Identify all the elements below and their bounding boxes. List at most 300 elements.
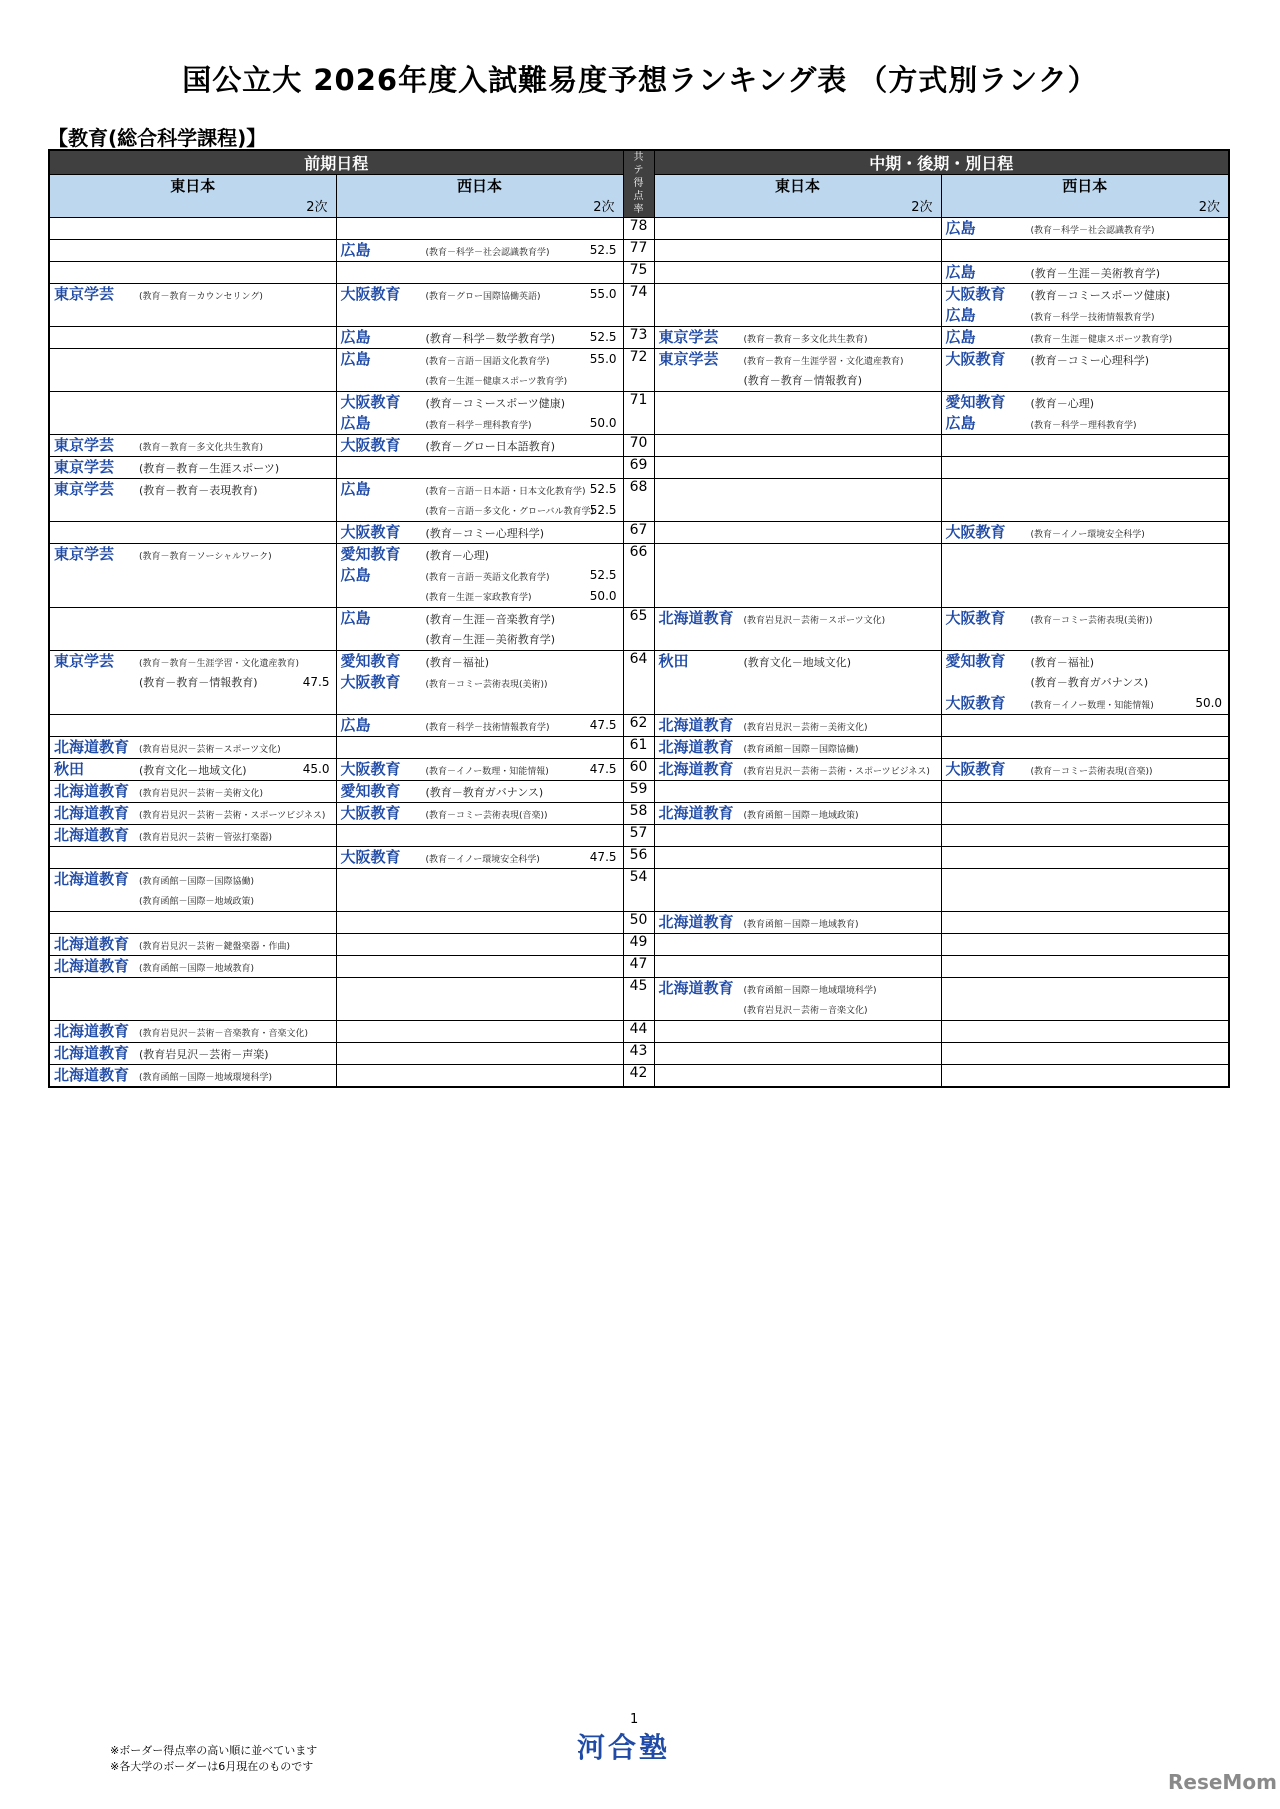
- university-name: 広島: [340, 566, 371, 584]
- entry: [50, 956, 336, 977]
- cell-ce: [654, 715, 941, 737]
- department-name: (教育－教育－多文化共生教育): [743, 335, 868, 345]
- university-name: 大阪教育: [945, 350, 1006, 368]
- table-row: [49, 651, 1229, 715]
- department-name: (教育函館－国際－国際協働): [139, 877, 255, 887]
- department-name: (教育函館－国際－国際協働): [743, 745, 859, 755]
- table-row: [49, 869, 1229, 912]
- university-name: 広島: [340, 716, 371, 734]
- cell-cw: [941, 1043, 1229, 1065]
- score-cell: 62: [623, 715, 654, 737]
- cell-ce: [654, 392, 941, 435]
- score-cell: 68: [623, 479, 654, 522]
- university-name: 北海道教育: [54, 738, 130, 756]
- cell-zw: [336, 803, 623, 825]
- niji-deviation: 47.5: [589, 762, 617, 776]
- cell-ze: [49, 934, 336, 956]
- entry: [655, 327, 941, 348]
- cell-cw: [941, 479, 1229, 522]
- university-name: 北海道教育: [54, 957, 130, 975]
- cell-cw: [941, 651, 1229, 715]
- entry: [942, 608, 1229, 629]
- department-name: (教育－教育－ソーシャルワーク): [139, 552, 272, 562]
- cell-zw: [336, 218, 623, 240]
- footnote-1: ※ボーダー得点率の高い順に並べています: [110, 1744, 318, 1757]
- cell-ce: [654, 544, 941, 608]
- score-cell: 67: [623, 522, 654, 544]
- department-name: (教育－イノー数理・知能情報): [425, 767, 549, 777]
- department-name: (教育文化－地域文化): [139, 764, 247, 777]
- university-name: 秋田: [658, 652, 689, 670]
- university-name: 北海道教育: [54, 804, 130, 822]
- cell-ze: [49, 759, 336, 781]
- score-cell: 66: [623, 544, 654, 608]
- table-row: [49, 544, 1229, 608]
- entry: [50, 1021, 336, 1042]
- department-name: (教育－教育－生涯学習・文化遺産教育): [139, 659, 300, 669]
- university-name: 北海道教育: [658, 609, 734, 627]
- department-name: (教育－福祉): [1030, 656, 1095, 669]
- entry: [942, 413, 1229, 434]
- kawaijuku-logo: 河合塾: [577, 1731, 671, 1764]
- niji-deviation: 52.5: [589, 243, 617, 257]
- cell-ze: [49, 284, 336, 327]
- university-name: 北海道教育: [658, 738, 734, 756]
- university-name: 大阪教育: [340, 436, 401, 454]
- entry: [942, 651, 1229, 672]
- department-name: (教育－グロー国際協働英語): [425, 292, 541, 302]
- score-cell: 70: [623, 435, 654, 457]
- cell-zw: [336, 825, 623, 847]
- score-label: 共 テ 得 点 率: [633, 152, 644, 215]
- department-name: (教育－生涯－美術教育学): [1030, 267, 1161, 280]
- table-row: [49, 781, 1229, 803]
- entry: [337, 608, 623, 629]
- score-cell: 65: [623, 608, 654, 651]
- university-name: 北海道教育: [658, 716, 734, 734]
- cell-ze: [49, 912, 336, 934]
- entry: [50, 672, 336, 693]
- university-name: 東京学芸: [54, 458, 115, 476]
- cell-cw: [941, 284, 1229, 327]
- cell-ce: [654, 912, 941, 934]
- entry: [942, 305, 1229, 326]
- cell-cw: [941, 1021, 1229, 1043]
- cell-cw: [941, 457, 1229, 479]
- cell-zw: [336, 781, 623, 803]
- cell-ce: [654, 479, 941, 522]
- cell-zw: [336, 608, 623, 651]
- cell-cw: [941, 759, 1229, 781]
- entry: [50, 284, 336, 305]
- score-cell: 44: [623, 1021, 654, 1043]
- university-name: 東京学芸: [54, 652, 115, 670]
- cell-cw: [941, 392, 1229, 435]
- zenki-east-header: [49, 175, 336, 218]
- department-name: (教育函館－国際－地域政策): [743, 811, 859, 821]
- cell-cw: [941, 608, 1229, 651]
- cell-ze: [49, 737, 336, 759]
- cell-ce: [654, 262, 941, 284]
- niji-deviation: 52.5: [589, 330, 617, 344]
- department-name: (教育－コミー芸術表現(美術)): [1030, 616, 1153, 626]
- cell-ce: [654, 825, 941, 847]
- cell-ze: [49, 715, 336, 737]
- entry: [50, 803, 336, 824]
- university-name: 東京学芸: [658, 328, 719, 346]
- cell-ce: [654, 457, 941, 479]
- entry: [942, 522, 1229, 543]
- department-name: (教育－生涯－健康スポーツ教育学): [1030, 335, 1173, 345]
- university-name: 北海道教育: [54, 1022, 130, 1040]
- cell-zw: [336, 479, 623, 522]
- university-name: 広島: [340, 480, 371, 498]
- entry: [337, 479, 623, 500]
- university-name: 東京学芸: [54, 545, 115, 563]
- entry: [337, 651, 623, 672]
- cell-ze: [49, 349, 336, 392]
- cell-zw: [336, 847, 623, 869]
- score-cell: 45: [623, 978, 654, 1021]
- cell-ce: [654, 759, 941, 781]
- cell-ce: [654, 803, 941, 825]
- cell-cw: [941, 522, 1229, 544]
- cell-ze: [49, 608, 336, 651]
- entry: [337, 803, 623, 824]
- entry: [942, 759, 1229, 780]
- cell-cw: [941, 781, 1229, 803]
- cell-ce: [654, 218, 941, 240]
- university-name: 大阪教育: [945, 694, 1006, 712]
- cell-ze: [49, 327, 336, 349]
- cell-zw: [336, 1043, 623, 1065]
- table-row: [49, 479, 1229, 522]
- entry: [50, 934, 336, 955]
- score-cell: 59: [623, 781, 654, 803]
- cell-ce: [654, 956, 941, 978]
- score-cell: 58: [623, 803, 654, 825]
- cell-cw: [941, 825, 1229, 847]
- niji-deviation: 50.0: [1195, 696, 1223, 710]
- cell-zw: [336, 737, 623, 759]
- entry: [50, 479, 336, 500]
- resemom-watermark: ReseMom: [1168, 1770, 1277, 1794]
- cell-ze: [49, 457, 336, 479]
- department-name: (教育－コミー芸術表現(美術)): [425, 680, 548, 690]
- department-name: (教育－科学－社会認識教育学): [425, 248, 550, 258]
- table-row: [49, 457, 1229, 479]
- university-name: 大阪教育: [340, 285, 401, 303]
- department-name: (教育函館－国際－地域教育): [743, 920, 859, 930]
- niji-deviation: 47.5: [589, 718, 617, 732]
- table-row: [49, 715, 1229, 737]
- cell-cw: [941, 327, 1229, 349]
- score-cell: 69: [623, 457, 654, 479]
- score-cell: 64: [623, 651, 654, 715]
- department-name: (教育－生涯－家政教育学): [425, 593, 532, 603]
- score-cell: 74: [623, 284, 654, 327]
- section-heading: 【教育(総合科学課程)】: [48, 126, 267, 150]
- department-name: (教育－科学－技術情報教育学): [425, 723, 550, 733]
- zenki-west-header: [336, 175, 623, 218]
- niji-deviation: 50.0: [589, 589, 617, 603]
- department-name: (教育－生涯－美術教育学): [425, 633, 556, 646]
- cell-ce: [654, 847, 941, 869]
- university-name: 愛知教育: [340, 782, 401, 800]
- university-name: 広島: [340, 414, 371, 432]
- west-label: 西日本: [1062, 177, 1108, 195]
- cell-zw: [336, 327, 623, 349]
- cell-ce: [654, 781, 941, 803]
- niji-deviation: 55.0: [589, 287, 617, 301]
- cell-zw: [336, 240, 623, 262]
- table-row: [49, 608, 1229, 651]
- entry: [337, 759, 623, 780]
- cell-cw: [941, 1065, 1229, 1088]
- chuki-west-header: [941, 175, 1229, 218]
- cell-zw: [336, 349, 623, 392]
- niji-deviation: 45.0: [302, 762, 330, 776]
- cell-zw: [336, 934, 623, 956]
- department-name: (教育岩見沢－芸術－管弦打楽器): [139, 833, 273, 843]
- department-name: (教育－イノー数理・知能情報): [1030, 701, 1154, 711]
- cell-ce: [654, 240, 941, 262]
- cell-ce: [654, 349, 941, 392]
- department-name: (教育岩見沢－芸術－芸術・スポーツビジネス): [139, 811, 326, 821]
- east-label: 東日本: [170, 177, 216, 195]
- department-name: (教育－科学－技術情報教育学): [1030, 313, 1155, 323]
- university-name: 愛知教育: [945, 652, 1006, 670]
- university-name: 愛知教育: [340, 652, 401, 670]
- department-name: (教育－教育－表現教育): [139, 484, 258, 497]
- score-cell: 42: [623, 1065, 654, 1088]
- cell-ze: [49, 781, 336, 803]
- cell-ze: [49, 825, 336, 847]
- table-row: [49, 284, 1229, 327]
- chuki-east-header: [654, 175, 941, 218]
- university-name: 愛知教育: [340, 545, 401, 563]
- department-name: (教育－科学－理科教育学): [425, 421, 532, 431]
- cell-zw: [336, 715, 623, 737]
- score-cell: 61: [623, 737, 654, 759]
- university-name: 北海道教育: [658, 979, 734, 997]
- table-row: [49, 392, 1229, 435]
- table-row: [49, 912, 1229, 934]
- department-name: (教育－科学－理科教育学): [1030, 421, 1137, 431]
- university-name: 北海道教育: [54, 1066, 130, 1084]
- cell-zw: [336, 435, 623, 457]
- cell-ce: [654, 651, 941, 715]
- cell-cw: [941, 349, 1229, 392]
- department-name: (教育函館－国際－地域環境科学): [743, 986, 877, 996]
- university-name: 北海道教育: [658, 913, 734, 931]
- university-name: 広島: [945, 263, 976, 281]
- entry: [655, 912, 941, 933]
- department-name: (教育－教育ガバナンス): [1030, 676, 1149, 689]
- table-row: [49, 1021, 1229, 1043]
- department-name: (教育岩見沢－芸術－美術文化): [743, 723, 868, 733]
- niji-deviation: 52.5: [589, 568, 617, 582]
- department-name: (教育－言語－国語文化教育学): [425, 357, 550, 367]
- niji-label: 2次: [1198, 200, 1221, 215]
- entry: [655, 370, 941, 391]
- cell-ze: [49, 435, 336, 457]
- university-name: 広島: [945, 328, 976, 346]
- cell-zw: [336, 912, 623, 934]
- entry: [655, 803, 941, 824]
- department-name: (教育－生涯－健康スポーツ教育学): [425, 377, 568, 387]
- entry: [50, 869, 336, 890]
- niji-deviation: 47.5: [589, 850, 617, 864]
- department-name: (教育－言語－英語文化教育学): [425, 573, 550, 583]
- cell-ze: [49, 651, 336, 715]
- department-name: (教育－科学－数学教育学): [425, 332, 556, 345]
- department-name: (教育－コミースポーツ健康): [425, 397, 566, 410]
- cell-zw: [336, 651, 623, 715]
- table-row: [49, 262, 1229, 284]
- entry: [337, 781, 623, 802]
- entry: [337, 349, 623, 370]
- university-name: 大阪教育: [945, 285, 1006, 303]
- university-name: 広島: [945, 414, 976, 432]
- cell-ce: [654, 1065, 941, 1088]
- entry: [337, 240, 623, 261]
- entry: [50, 1065, 336, 1086]
- entry: [655, 608, 941, 629]
- footnote-2: ※各大学のボーダーは6月現在のものです: [110, 1760, 314, 1773]
- cell-ce: [654, 327, 941, 349]
- niji-label: 2次: [593, 200, 615, 215]
- cell-ze: [49, 1065, 336, 1088]
- university-name: 大阪教育: [340, 673, 401, 691]
- department-name: (教育－心理): [425, 549, 490, 562]
- cell-ze: [49, 392, 336, 435]
- department-name: (教育文化－地域文化): [743, 656, 852, 669]
- department-name: (教育－教育－生涯スポーツ): [139, 462, 280, 475]
- entry: [942, 262, 1229, 283]
- entry: [50, 890, 336, 911]
- department-name: (教育岩見沢－芸術－音楽教育・音楽文化): [139, 1029, 309, 1039]
- cell-ze: [49, 869, 336, 912]
- department-name: (教育－コミー心理科学): [425, 527, 545, 540]
- score-cell: 54: [623, 869, 654, 912]
- score-cell: 57: [623, 825, 654, 847]
- score-cell: 49: [623, 934, 654, 956]
- entry: [942, 218, 1229, 239]
- score-header: [623, 150, 654, 218]
- entry: [655, 651, 941, 672]
- entry: [337, 586, 623, 607]
- university-name: 北海道教育: [54, 935, 130, 953]
- page-title: 国公立大 2026年度入試難易度予想ランキング表 （方式別ランク）: [182, 63, 1098, 97]
- cell-cw: [941, 912, 1229, 934]
- score-cell: 73: [623, 327, 654, 349]
- university-name: 広島: [945, 219, 976, 237]
- cell-ze: [49, 803, 336, 825]
- entry: [655, 737, 941, 758]
- table-row: [49, 847, 1229, 869]
- department-name: (教育－教育－カウンセリング): [139, 292, 263, 302]
- department-name: (教育岩見沢－芸術－音楽文化): [743, 1006, 868, 1016]
- cell-zw: [336, 522, 623, 544]
- table-row: [49, 522, 1229, 544]
- entry: [337, 327, 623, 348]
- cell-cw: [941, 803, 1229, 825]
- cell-ce: [654, 608, 941, 651]
- entry: [942, 672, 1229, 693]
- cell-cw: [941, 737, 1229, 759]
- cell-ce: [654, 737, 941, 759]
- cell-ze: [49, 218, 336, 240]
- department-name: (教育－教育－多文化共生教育): [139, 443, 264, 453]
- university-name: 大阪教育: [340, 760, 401, 778]
- university-name: 大阪教育: [340, 393, 401, 411]
- university-name: 東京学芸: [54, 480, 115, 498]
- department-name: (教育－コミー芸術表現(音楽)): [1030, 767, 1153, 777]
- score-cell: 56: [623, 847, 654, 869]
- department-name: (教育函館－国際－地域教育): [139, 964, 255, 974]
- cell-ze: [49, 262, 336, 284]
- university-name: 広島: [340, 241, 371, 259]
- cell-cw: [941, 240, 1229, 262]
- cell-ce: [654, 869, 941, 912]
- cell-zw: [336, 284, 623, 327]
- entry: [337, 413, 623, 434]
- table-row: [49, 435, 1229, 457]
- table-row: [49, 978, 1229, 1021]
- niji-deviation: 55.0: [589, 352, 617, 366]
- department-name: (教育－教育－生涯学習・文化遺産教育): [743, 357, 904, 367]
- entry: [942, 392, 1229, 413]
- score-cell: 77: [623, 240, 654, 262]
- entry: [50, 651, 336, 672]
- cell-zw: [336, 457, 623, 479]
- cell-ze: [49, 544, 336, 608]
- cell-ce: [654, 978, 941, 1021]
- department-name: (教育－生涯－音楽教育学): [425, 613, 556, 626]
- university-name: 大阪教育: [340, 848, 401, 866]
- department-name: (教育－グロー日本語教育): [425, 440, 556, 453]
- entry: [655, 349, 941, 370]
- entry: [50, 825, 336, 846]
- west-label: 西日本: [457, 177, 503, 195]
- table-row: [49, 349, 1229, 392]
- department-name: (教育－言語－日本語・日本文化教育学): [425, 487, 586, 497]
- cell-cw: [941, 869, 1229, 912]
- department-name: (教育－コミー心理科学): [1030, 354, 1150, 367]
- cell-cw: [941, 544, 1229, 608]
- table-row: [49, 934, 1229, 956]
- cell-zw: [336, 1065, 623, 1088]
- department-name: (教育－心理): [1030, 397, 1095, 410]
- department-name: (教育－教育－情報教育): [743, 374, 863, 387]
- department-name: (教育－教育－情報教育): [139, 676, 258, 689]
- entry: [655, 999, 941, 1020]
- cell-ze: [49, 479, 336, 522]
- cell-zw: [336, 1021, 623, 1043]
- cell-zw: [336, 759, 623, 781]
- cell-cw: [941, 934, 1229, 956]
- cell-ze: [49, 240, 336, 262]
- table-row: [49, 737, 1229, 759]
- entry: [337, 565, 623, 586]
- niji-label: 2次: [306, 200, 328, 215]
- department-name: (教育岩見沢－芸術－芸術・スポーツビジネス): [743, 767, 930, 777]
- entry: [942, 349, 1229, 370]
- cell-ce: [654, 522, 941, 544]
- cell-zw: [336, 978, 623, 1021]
- university-name: 北海道教育: [54, 1044, 130, 1062]
